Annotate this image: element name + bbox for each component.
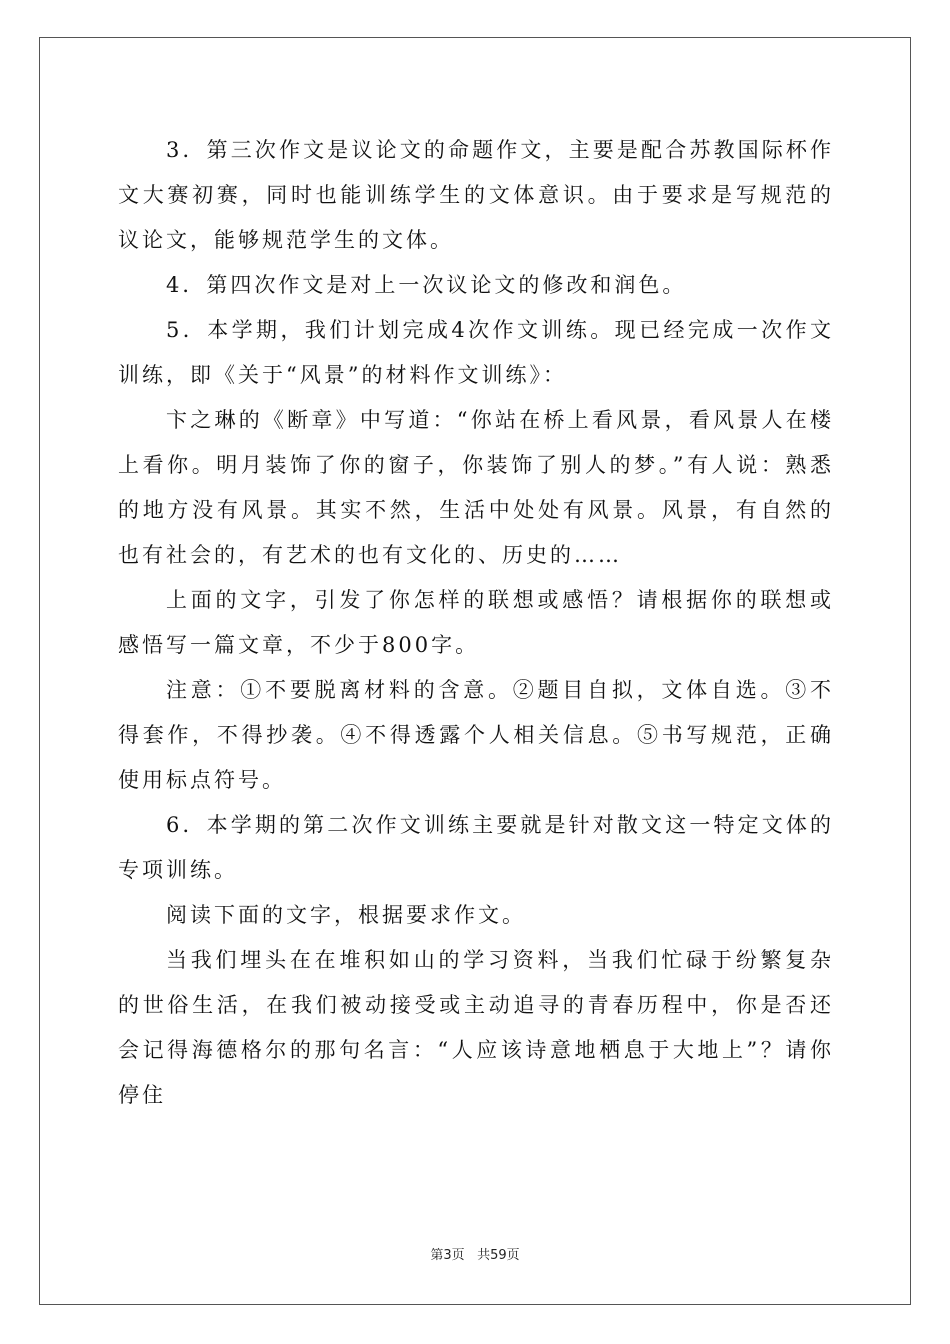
quote-paragraph: 卞之琳的《断章》中写道：“你站在桥上看风景，看风景人在楼上看你。明月装饰了你的窗子，你装饰了别人的梦。”有人说：熟悉的地方没有风景。其实不然，生活中处处有风景。风景，有自然的也有社会的，有艺术的也有文化的、历史的……	[118, 408, 834, 567]
paragraph-3: 3．第三次作文是议论文的命题作文，主要是配合苏教国际杯作文大赛初赛，同时也能训练学生的文体意识。由于要求是写规范的议论文，能够规范学生的文体。	[118, 138, 834, 252]
total-pages: 共59页	[477, 1248, 520, 1263]
material-paragraph: 当我们埋头在在堆积如山的学习资料，当我们忙碌于纷繁复杂的世俗生活，在我们被动接受或主动追寻的青春历程中，你是否还会记得海德格尔的那句名言：“人应该诗意地栖息于大地上”？请你停住	[118, 948, 834, 1107]
document-body	[118, 128, 834, 1118]
prompt-paragraph: 上面的文字，引发了你怎样的联想或感悟？请根据你的联想或感悟写一篇文章，不少于800字。	[118, 588, 834, 657]
paragraph-4: 4．第四次作文是对上一次议论文的修改和润色。	[166, 273, 687, 297]
page-footer	[0, 1247, 950, 1265]
paragraph-5: 5．本学期，我们计划完成4次作文训练。现已经完成一次作文训练，即《关于“风景”的材料作文训练》：	[118, 318, 834, 387]
notes-paragraph: 注意：①不要脱离材料的含意。②题目自拟，文体自选。③不得套作，不得抄袭。④不得透露个人相关信息。⑤书写规范，正确使用标点符号。	[118, 678, 834, 792]
current-page-number: 第3页	[430, 1248, 465, 1263]
paragraph-6: 6．本学期的第二次作文训练主要就是针对散文这一特定文体的专项训练。	[118, 813, 834, 882]
instruction-paragraph: 阅读下面的文字，根据要求作文。	[166, 903, 526, 927]
